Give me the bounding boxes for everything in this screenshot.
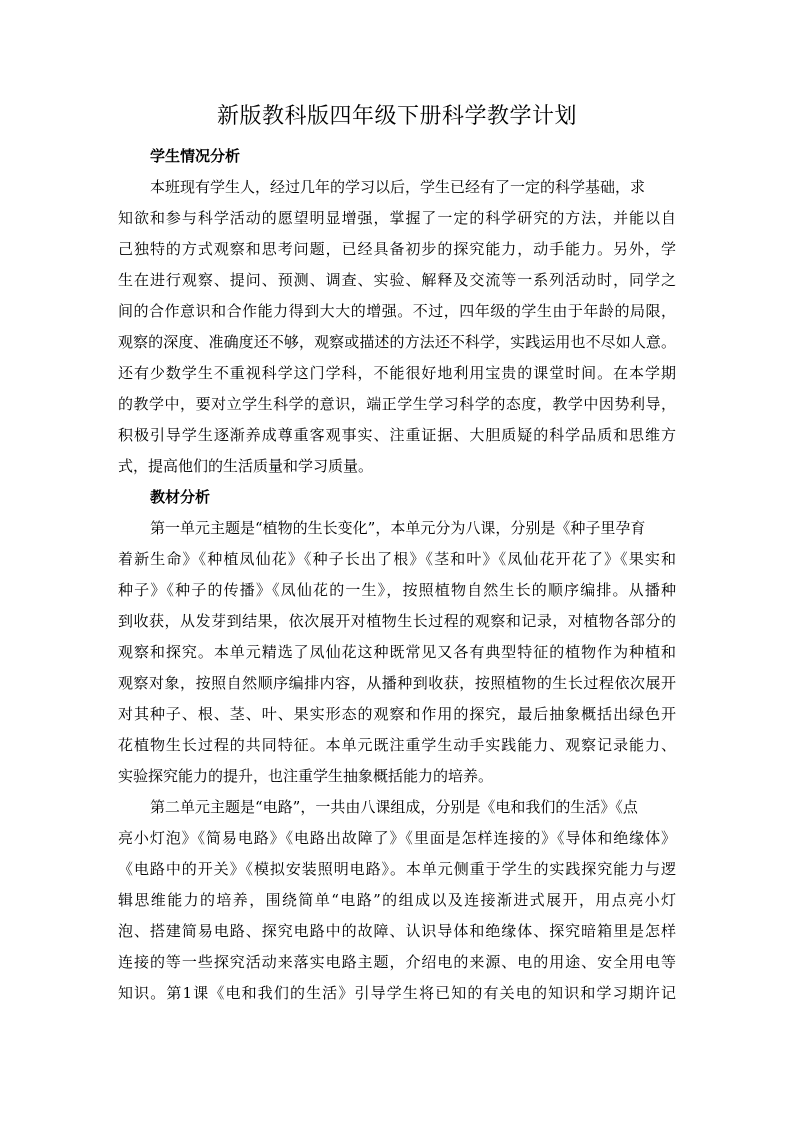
paragraph-line: 着新生命》《种植凤仙花》《种子长出了根》《茎和叶》《凤仙花开花了》《果实和: [118, 550, 676, 568]
paragraph-line: 观察的深度、准确度还不够，观察或描述的方法还不科学，实践运用也不尽如人意。: [118, 333, 676, 351]
paragraph-line: 知欲和参与科学活动的愿望明显增强，掌握了一定的科学研究的方法，并能以自: [118, 209, 676, 227]
paragraph-line: 种子》《种子的传播》《凤仙花的一生》，按照植物自然生长的顺序编排。从播种: [118, 581, 676, 599]
document-title: 新版教科版四年级下册科学教学计划: [216, 104, 577, 129]
paragraph-line: 间的合作意识和合作能力得到大大的增强。不过，四年级的学生由于年龄的局限，: [118, 302, 676, 320]
paragraph-line: 到收获，从发芽到结果，依次展开对植物生长过程的观察和记录，对植物各部分的: [118, 612, 676, 630]
paragraph-line: 泡、搭建简易电路、探究电路中的故障、认识导体和绝缘体、探究暗箱里是怎样: [118, 922, 676, 940]
paragraph-line: 观察对象，按照自然顺序编排内容，从播种到收获，按照植物的生长过程依次展开: [118, 674, 676, 692]
paragraph-line: 本班现有学生人，经过几年的学习以后，学生已经有了一定的科学基础，求: [150, 178, 646, 196]
paragraph-line: 观察和探究。本单元精选了凤仙花这种既常见又各有典型特征的植物作为种植和: [118, 643, 676, 661]
paragraph-line: 连接的等一些探究活动来落实电路主题，介绍电的来源、电的用途、安全用电等: [118, 953, 676, 971]
paragraph-line: 生在进行观察、提问、预测、调查、实验、解释及交流等一系列活动时，同学之: [118, 271, 676, 289]
paragraph-line: 还有少数学生不重视科学这门学科，不能很好地利用宝贵的课堂时间。在本学期: [118, 364, 676, 382]
paragraph-line: 《电路中的开关》《模拟安装照明电路》。本单元侧重于学生的实践探究能力与逻: [118, 860, 676, 878]
section-heading-textbook-analysis: 教材分析: [150, 488, 211, 506]
paragraph-line: 对其种子、根、茎、叶、果实形态的观察和作用的探究，最后抽象概括出绿色开: [118, 705, 676, 723]
paragraph-line: 第二单元主题是“电路”，一共由八课组成，分别是《电和我们的生活》《点: [150, 798, 638, 816]
paragraph-line: 式，提高他们的生活质量和学习质量。: [118, 457, 374, 475]
paragraph-line: 辑思维能力的培养，围绕简单“电路”的组成以及连接渐进式展开，用点亮小灯: [118, 891, 676, 909]
paragraph-line: 花植物生长过程的共同特征。本单元既注重学生动手实践能力、观察记录能力、: [118, 736, 676, 754]
paragraph-line: 积极引导学生逐渐养成尊重客观事实、注重证据、大胆质疑的科学品质和思维方: [118, 426, 676, 444]
paragraph-line: 己独特的方式观察和思考问题，已经具备初步的探究能力，动手能力。另外，学: [118, 240, 676, 258]
paragraph-line: 的教学中，要对立学生科学的意识，端正学生学习科学的态度，教学中因势利导，: [118, 395, 676, 413]
section-heading-student-analysis: 学生情况分析: [150, 147, 241, 165]
paragraph-line: 实验探究能力的提升，也注重学生抽象概括能力的培养。: [118, 767, 494, 785]
paragraph-line: 第一单元主题是“植物的生长变化”，本单元分为八课，分别是《种子里孕育: [150, 519, 646, 537]
paragraph-line: 知识。第1课《电和我们的生活》引导学生将已知的有关电的知识和学习期许记: [118, 984, 676, 1002]
paragraph-line: 亮小灯泡》《简易电路》《电路出故障了》《里面是怎样连接的》《导体和绝缘体》: [118, 829, 676, 847]
